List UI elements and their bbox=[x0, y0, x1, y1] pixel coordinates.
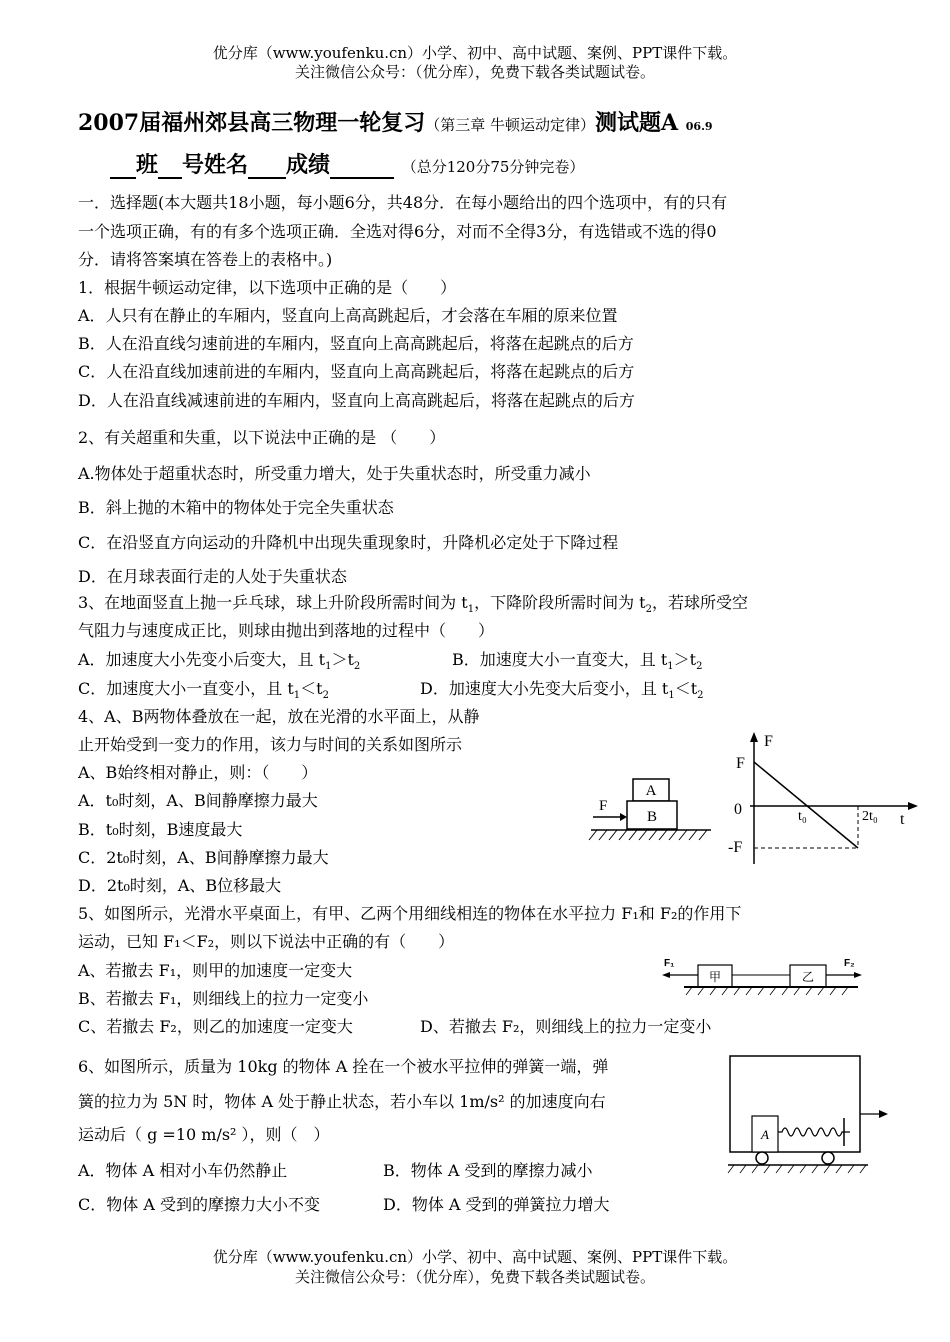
q6-cart-figure bbox=[722, 1050, 892, 1180]
wheel-left bbox=[756, 1152, 768, 1164]
section-intro-2: 一个选项正确，有的有多个选项正确．全选对得6分，对而不全得3分，有选错或不选的得0 bbox=[78, 222, 717, 241]
jia-label: 甲 bbox=[708, 970, 722, 984]
q5-connected-blocks-figure bbox=[658, 955, 868, 1003]
q6-option-b: B．物体 A 受到的摩擦力减小 bbox=[383, 1161, 593, 1180]
q3-option-c: C．加速度大小一直变小，且 $t_1<t_2$ bbox=[78, 679, 329, 702]
f1-label: F₁ bbox=[664, 958, 675, 969]
t-axis-label: t bbox=[900, 811, 905, 828]
q1-option-a: A．人只有在静止的车厢内，竖直向上高高跳起后，才会落在车厢的原来位置 bbox=[78, 306, 618, 325]
q5-option-d: D、若撤去 F₂，则细线上的拉力一定变小 bbox=[420, 1017, 712, 1036]
q5-stem-2: 运动，已知 F₁＜F₂，则以下说法中正确的有（ ） bbox=[78, 932, 455, 951]
q6-option-a: A．物体 A 相对小车仍然静止 bbox=[78, 1161, 288, 1180]
q6-option-c: C．物体 A 受到的摩擦力大小不变 bbox=[78, 1195, 320, 1214]
score-note: （总分120分75分钟完卷） bbox=[401, 158, 585, 176]
q6-stem-3: 运动后（ g =10 m/s² ），则（ ） bbox=[78, 1125, 330, 1144]
header-line-1: 优分库（www.youfenku.cn）小学、初中、高中试题、案例、PPT课件下载。 bbox=[212, 44, 738, 62]
acceleration-arrow-head bbox=[879, 1110, 888, 1118]
section-intro-3: 分．请将答案填在答卷上的表格中。) bbox=[78, 250, 333, 269]
section-intro-1: 一．选择题(本大题共18小题，每小题6分，共48分．在每小题给出的四个选项中，有的只有 bbox=[78, 193, 728, 212]
q2-option-a: A.物体处于超重状态时，所受重力增大，处于失重状态时，所受重力减小 bbox=[78, 464, 591, 483]
number-blank[interactable] bbox=[158, 157, 182, 179]
q2-stem: 2、有关超重和失重，以下说法中正确的是 （ ） bbox=[78, 428, 446, 447]
yi-label: 乙 bbox=[801, 970, 815, 984]
f-axis-arrow bbox=[750, 732, 758, 742]
q1-stem: 1．根据牛顿运动定律，以下选项中正确的是（ ） bbox=[78, 278, 457, 297]
q3-option-b: B．加速度大小一直变大，且 $t_1>t_2$ bbox=[452, 650, 703, 673]
f1-arrow-head bbox=[662, 972, 670, 978]
q6-option-d: D．物体 A 受到的弹簧拉力增大 bbox=[383, 1195, 610, 1214]
q2-option-b: B．斜上抛的木箱中的物体处于完全失重状态 bbox=[78, 498, 394, 517]
q4-blocks-figure bbox=[585, 772, 715, 854]
neg-f-label: -F bbox=[728, 839, 743, 856]
q4-option-b: B．t₀时刻，B速度最大 bbox=[78, 820, 243, 839]
q2-option-c: C．在沿竖直方向运动的升降机中出现失重现象时，升降机必定处于下降过程 bbox=[78, 533, 619, 552]
q5-option-b: B、若撤去 F₁，则细线上的拉力一定变小 bbox=[78, 989, 369, 1008]
q5-option-a: A、若撤去 F₁，则甲的加速度一定变大 bbox=[78, 961, 353, 980]
force-line bbox=[754, 762, 858, 848]
floor-hatch bbox=[728, 1165, 866, 1173]
force-arrow-head bbox=[620, 813, 627, 821]
title-date: 06.9 bbox=[685, 120, 713, 133]
q4-option-d: D．2t₀时刻，A、B位移最大 bbox=[78, 876, 282, 895]
score-blank[interactable] bbox=[330, 157, 394, 179]
ground-hatch bbox=[589, 830, 707, 840]
title-main: 2007届福州郊县高三物理一轮复习 bbox=[78, 110, 426, 136]
f2-label: F₂ bbox=[844, 958, 855, 969]
t0-label: t₀ bbox=[798, 809, 807, 824]
page-title bbox=[78, 106, 713, 137]
q4-stem-1: 4、A、B两物体叠放在一起，放在光滑的水平面上，从静 bbox=[78, 707, 480, 726]
q3-stem-1: 3、在地面竖直上抛一乒乓球，球上升阶段所需时间为 $t_1$，下降阶段所需时间为 $t_2$，若球所受空 bbox=[78, 593, 748, 616]
f-axis-label: F bbox=[764, 733, 773, 750]
q4-stem-2: 止开始受到一变力的作用，该力与时间的关系如图所示 bbox=[78, 735, 463, 754]
block-a-label: A bbox=[645, 783, 657, 799]
student-info-line bbox=[110, 148, 584, 179]
name-blank[interactable] bbox=[248, 157, 286, 179]
q1-option-c: C．人在沿直线加速前进的车厢内，竖直向上高高跳起后，将落在起跳点的后方 bbox=[78, 362, 635, 381]
t-axis-arrow bbox=[908, 802, 918, 810]
class-label: 班 bbox=[136, 152, 159, 178]
class-blank[interactable] bbox=[110, 157, 136, 179]
header-line-2: 关注微信公众号：（优分库），免费下载各类试题试卷。 bbox=[294, 63, 655, 81]
q6-stem-1: 6、如图所示，质量为 10kg 的物体 A 拴在一个被水平拉伸的弹簧一端，弹 bbox=[78, 1057, 609, 1076]
f-max-label: F bbox=[736, 755, 745, 772]
q3-option-d: D．加速度大小先变大后变小，且 $t_1<t_2$ bbox=[420, 679, 704, 702]
q2-option-d: D．在月球表面行走的人处于失重状态 bbox=[78, 567, 347, 586]
q1-option-b: B．人在沿直线匀速前进的车厢内，竖直向上高高跳起后，将落在起跳点的后方 bbox=[78, 334, 634, 353]
q6-stem-2: 簧的拉力为 5N 时，物体 A 处于静止状态，若小车以 1m/s² 的加速度向右 bbox=[78, 1092, 606, 1111]
origin-label: 0 bbox=[734, 801, 742, 818]
score-label: 成绩 bbox=[286, 152, 331, 178]
number-name-label: 号姓名 bbox=[182, 152, 249, 178]
title-suffix: 测试题A bbox=[595, 110, 679, 136]
q5-option-c: C、若撤去 F₂，则乙的加速度一定变大 bbox=[78, 1017, 353, 1036]
q4-option-c: C．2t₀时刻，A、B间静摩擦力最大 bbox=[78, 848, 329, 867]
block-b-label: B bbox=[646, 809, 658, 825]
q5-stem-1: 5、如图所示，光滑水平桌面上，有甲、乙两个用细线相连的物体在水平拉力 F₁和 F₂的作用下 bbox=[78, 904, 742, 923]
q4-stem-3: A、B始终相对静止，则：（ ） bbox=[78, 763, 318, 782]
q4-force-time-graph bbox=[720, 728, 920, 868]
t2-label: 2t₀ bbox=[862, 809, 878, 824]
q1-option-d: D．人在沿直线减速前进的车厢内，竖直向上高高跳起后，将落在起跳点的后方 bbox=[78, 391, 635, 410]
cart-body bbox=[730, 1056, 860, 1152]
title-chapter: （第三章 牛顿运动定律） bbox=[425, 116, 596, 134]
q3-option-a: A．加速度大小先变小后变大，且 $t_1>t_2$ bbox=[78, 650, 361, 673]
footer-line-1: 优分库（www.youfenku.cn）小学、初中、高中试题、案例、PPT课件下载。 bbox=[212, 1248, 738, 1266]
force-label: F bbox=[599, 798, 608, 814]
footer-line-2: 关注微信公众号：（优分库），免费下载各类试题试卷。 bbox=[294, 1268, 655, 1286]
table-hatch bbox=[686, 987, 848, 995]
block-a-label: A bbox=[761, 1127, 769, 1142]
q4-option-a: A．t₀时刻，A、B间静摩擦力最大 bbox=[78, 791, 318, 810]
q3-stem-2: 气阻力与速度成正比，则球由抛出到落地的过程中（ ） bbox=[78, 621, 495, 640]
wheel-right bbox=[822, 1152, 834, 1164]
f2-arrow-head bbox=[854, 972, 862, 978]
